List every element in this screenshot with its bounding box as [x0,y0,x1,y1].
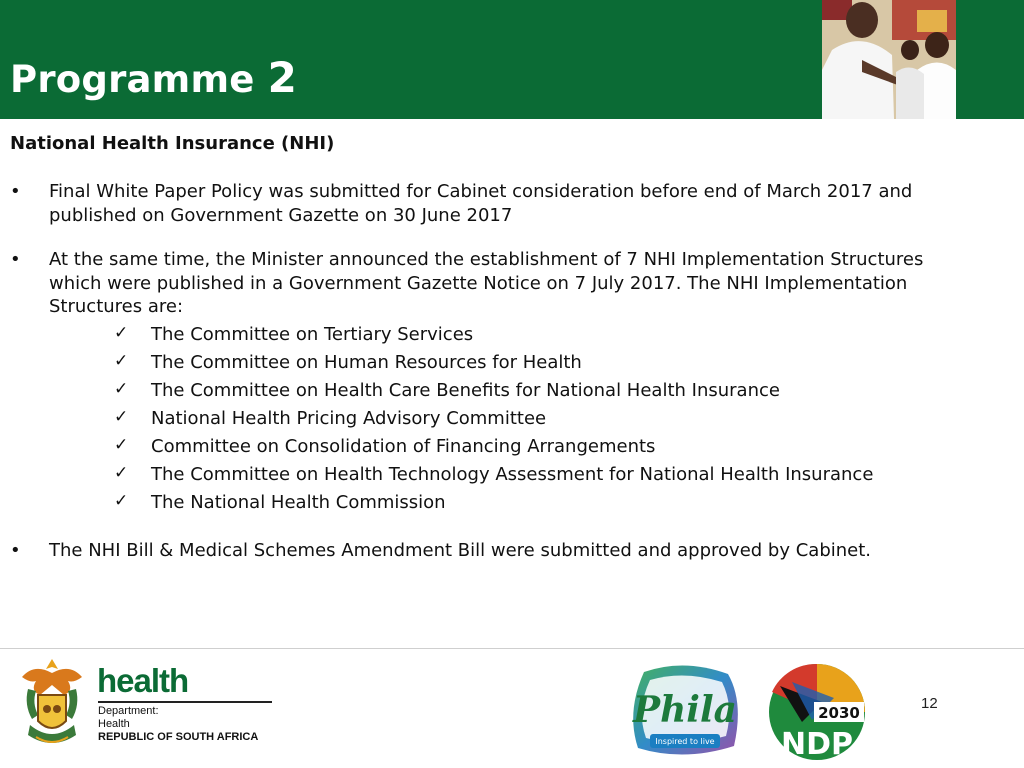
checklist-item-label: The Committee on Tertiary Services [151,324,474,345]
checklist-item-label: The National Health Commission [151,492,446,513]
phila-tagline: Inspired to live [655,737,715,746]
title-text: Programme [10,58,255,101]
section-subtitle: National Health Insurance (NHI) [10,133,335,154]
checklist-item-label: The Committee on Human Resources for Health [151,352,582,373]
checklist-item [114,321,873,349]
department-line: Department: [98,705,159,717]
footer-divider [0,648,1024,649]
title-number: 2 [267,53,298,102]
checklist-item-label: Committee on Consolidation of Financing Arrangements [151,436,656,457]
checkmark-icon: ✓ [114,323,129,343]
nurse-children-illustration [822,0,956,119]
checkmark-icon: ✓ [114,407,129,427]
checklist-item-label: The Committee on Health Technology Assessment for National Health Insurance [151,464,874,485]
header-photo [822,0,956,119]
checkmark-icon: ✓ [114,435,129,455]
department-label [98,705,258,744]
page-title [10,50,297,108]
checkmark-icon: ✓ [114,351,129,371]
checklist-item-label: National Health Pricing Advisory Committee [151,408,547,429]
checklist-item [114,377,873,405]
structures-checklist [114,321,873,517]
checkmark-icon: ✓ [114,491,129,511]
phila-text: Phila [633,689,737,731]
republic-line: REPUBLIC OF SOUTH AFRICA [98,731,259,743]
health-wordmark: health [97,662,189,699]
bullet-nhi-bill [10,539,970,563]
bullet-glyph: • [10,540,21,561]
bullet-text: The NHI Bill & Medical Schemes Amendment Bill were submitted and approved by Cabinet. [49,540,872,561]
phila-logo [624,662,746,762]
checklist-item-label: The Committee on Health Care Benefits for National Health Insurance [151,380,780,401]
title-banner [0,0,1024,119]
bullet-white-paper [10,180,970,227]
checkmark-icon: ✓ [114,463,129,483]
checklist-item [114,349,873,377]
department-line: Health [98,718,130,730]
ndp-2030-logo [762,662,872,762]
checklist-item [114,405,873,433]
bullet-implementation-structures [10,248,970,319]
bullet-text: At the same time, the Minister announced the establishment of 7 NHI Implementation Structures which were published in a Government Gazette Notice on 7 July 2017. The NHI Implementation Structures are: [49,249,924,317]
bullet-glyph: • [10,249,21,270]
ndp-text: NDP [781,727,853,762]
ndp-year: 2030 [818,704,860,722]
coat-of-arms-logo [14,655,90,751]
checklist-item [114,489,873,517]
checklist-item [114,461,873,489]
checklist-item [114,433,873,461]
checkmark-icon: ✓ [114,379,129,399]
health-rule [98,701,272,703]
bullet-text: Final White Paper Policy was submitted for Cabinet consideration before end of March 2017 and published on Government Gazette on 30 June 2017 [49,181,913,226]
page-number: 12 [921,695,938,712]
bullet-glyph: • [10,181,21,202]
